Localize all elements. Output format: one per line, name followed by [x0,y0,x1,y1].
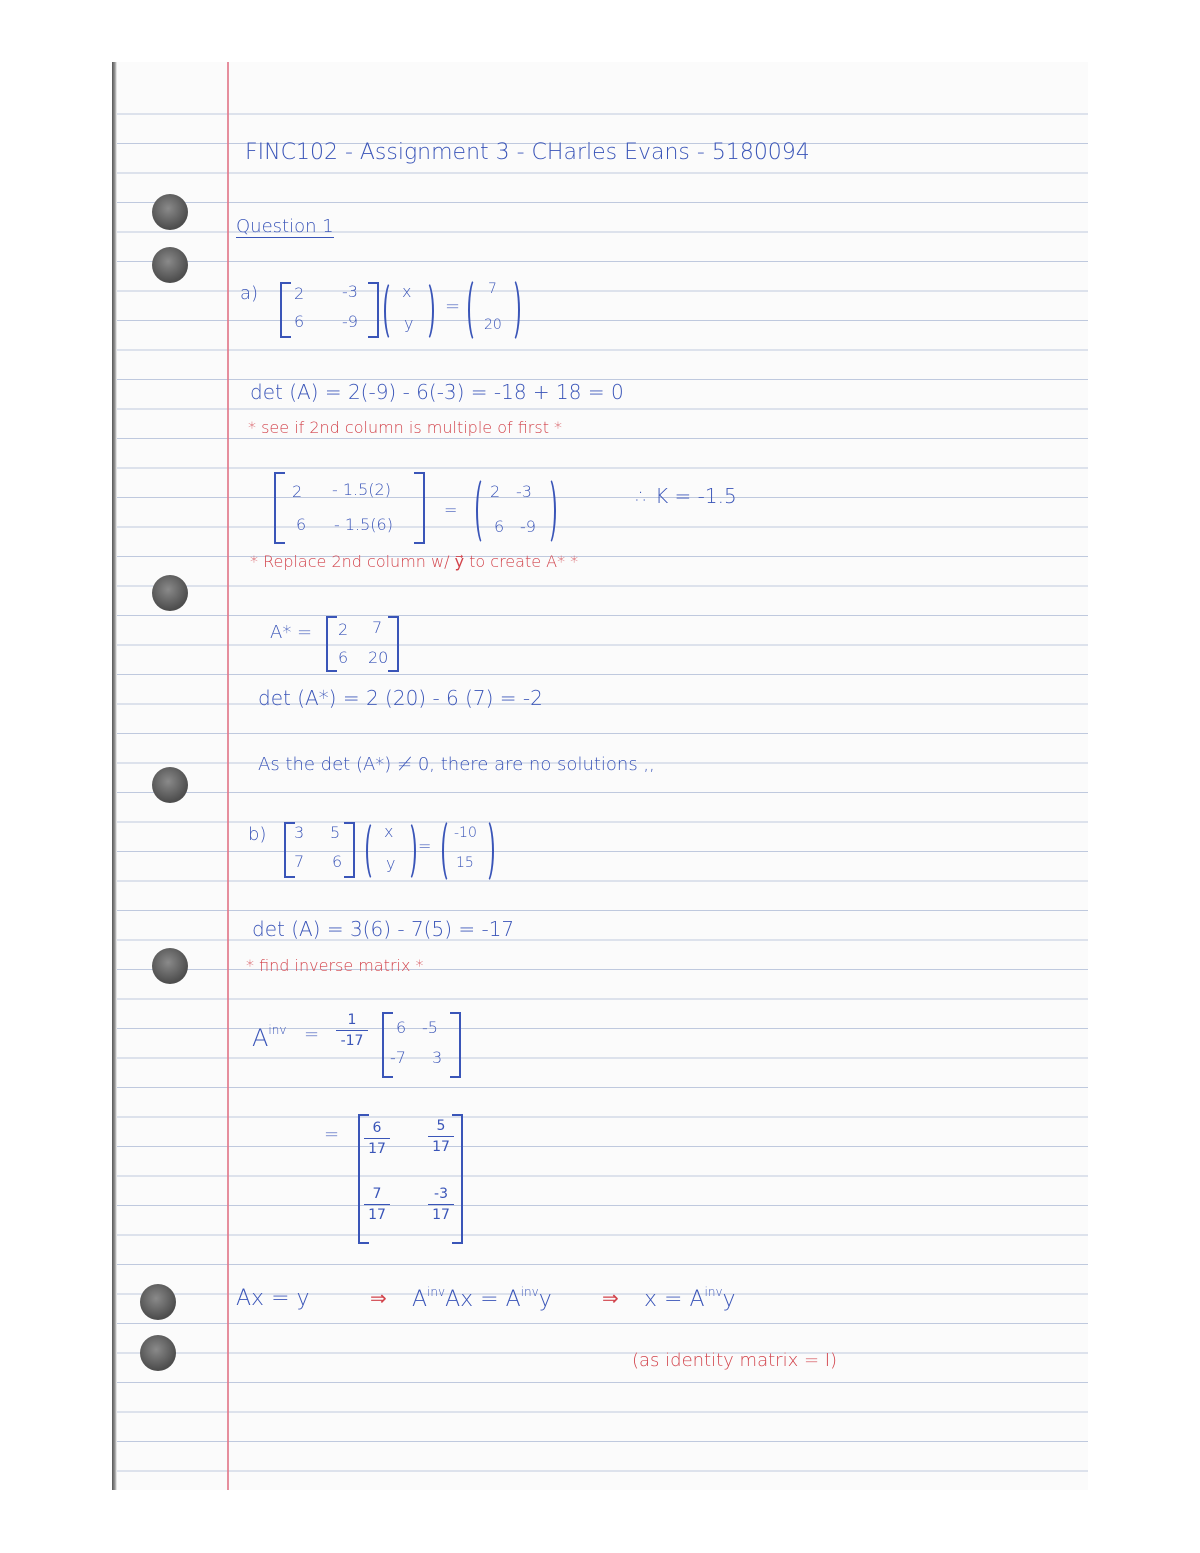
matrix-cell: 7 [294,852,305,871]
vector-paren [540,476,556,546]
matrix-cell: - 1.5(2) [332,480,391,499]
page-edge-shadow [112,62,117,1490]
eq-x-ainv-y [644,1286,736,1311]
scalar-fraction [336,1012,368,1049]
matrix-bracket [344,822,355,878]
eq-middle: Ax = A [445,1287,521,1312]
equals-sign: = [324,1124,340,1145]
fraction-bar [364,1204,390,1205]
eq-x-part: x = A [644,1287,705,1312]
fraction-bar [428,1136,454,1137]
ainv-sup: inv [427,1285,446,1299]
binder-hole [140,1335,176,1371]
matrix-cell: -9 [520,517,536,536]
matrix-fraction-cell [428,1186,454,1223]
fraction-numerator: 1 [347,1012,357,1028]
implies-arrow: ⇒ [370,1286,387,1310]
binder-hole [140,1284,176,1320]
matrix-bracket [326,616,337,672]
vector-cell: -10 [454,825,477,841]
note-inverse: * find inverse matrix * [246,956,424,975]
eq-y: y [538,1287,552,1312]
vector-cell: 7 [488,281,497,297]
det-a-line: det (A) = 2(-9) - 6(-3) = -18 + 18 = 0 [250,380,624,404]
matrix-cell: 6 [396,1018,407,1037]
equals-sign: = [445,296,461,317]
fraction-denominator: 17 [432,1139,450,1155]
fraction-denominator: 17 [368,1207,386,1223]
fraction-bar [364,1138,390,1139]
margin-line [227,62,229,1490]
matrix-cell: 6 [294,312,305,331]
fraction-numerator: 7 [372,1186,382,1202]
matrix-cell: 7 [372,618,383,637]
fraction-numerator: -3 [434,1186,448,1202]
ainv-sup: inv [520,1285,539,1299]
vector-cell: y [386,854,396,873]
vector-cell: x [384,822,394,841]
matrix-cell: 2 [490,482,501,501]
binder-hole [152,575,188,611]
ainv-symbol [252,1024,286,1050]
vector-cell: y [404,314,414,333]
matrix-cell: 2 [292,482,303,501]
vector-paren [478,818,494,884]
matrix-cell: -5 [422,1018,438,1037]
matrix-cell: -9 [342,312,358,331]
matrix-cell: 6 [338,648,349,667]
vector-paren [384,280,400,342]
matrix-cell: 6 [494,517,505,536]
part-b-label: b) [248,824,267,845]
conclusion-line: As the det (A*) ≠ 0, there are no solutions ,, [258,754,655,775]
matrix-fraction-cell [364,1120,390,1157]
equals-sign: = [444,500,458,519]
vector-paren [504,277,520,343]
fraction-denominator: 17 [432,1207,450,1223]
ruled-lines [112,62,1088,1490]
binder-hole [152,194,188,230]
implies-arrow: ⇒ [602,1286,619,1310]
ainv-base: A [252,1024,269,1052]
astar-label: A* = [270,622,313,643]
eq-ainv-ax [412,1286,552,1311]
equals-sign: = [418,836,432,855]
matrix-bracket [414,472,425,544]
vector-cell: 20 [484,317,502,333]
det-astar-line: det (A*) = 2 (20) - 6 (7) = -2 [258,686,543,710]
note-see-column: * see if 2nd column is multiple of first * [248,418,563,437]
fraction-bar [428,1204,454,1205]
identity-note: (as identity matrix = I) [632,1350,838,1371]
fraction-numerator: 6 [372,1120,382,1136]
matrix-bracket [452,1114,463,1244]
matrix-bracket [368,282,379,338]
matrix-cell: 20 [368,648,389,667]
matrix-cell: 3 [432,1048,443,1067]
equals-sign: = [304,1024,320,1045]
note-replace-column: * Replace 2nd column w/ y⃗ to create A* * [250,552,579,571]
k-result: ∴ K = -1.5 [636,484,737,508]
vector-cell: 15 [456,855,474,871]
matrix-cell: 5 [330,823,341,842]
binder-hole [152,247,188,283]
matrix-cell: - 1.5(6) [334,515,393,534]
matrix-bracket [382,1012,393,1078]
matrix-bracket [450,1012,461,1078]
fraction-bar [336,1030,368,1031]
matrix-fraction-cell [364,1186,390,1223]
part-a-label: a) [240,283,259,304]
matrix-cell: 6 [296,515,307,534]
matrix-cell: -3 [342,282,358,301]
matrix-cell: 2 [338,620,349,639]
vector-paren [468,277,484,343]
ainv-sup: inv [704,1285,723,1299]
matrix-bracket [388,616,399,672]
binder-hole [152,767,188,803]
question-heading: Question 1 [236,216,334,237]
eq-ax-y: Ax = y [236,1286,310,1311]
binder-hole [152,948,188,984]
notebook-page [112,62,1088,1490]
ainv-sup: inv [268,1023,287,1037]
matrix-bracket [274,472,285,544]
fraction-denominator: -17 [340,1033,364,1049]
fraction-denominator: 17 [368,1141,386,1157]
vector-paren [400,820,416,882]
matrix-cell: 2 [294,284,305,303]
det-b-line: det (A) = 3(6) - 7(5) = -17 [252,917,515,941]
page-title: FINC102 - Assignment 3 - CHarles Evans - 5180094 [245,140,810,165]
matrix-cell: -7 [390,1048,406,1067]
vector-paren [366,820,382,882]
vector-cell: x [402,282,412,301]
matrix-cell: 3 [294,823,305,842]
fraction-numerator: 5 [436,1118,446,1134]
eq-y: y [722,1287,736,1312]
matrix-cell: -3 [516,482,532,501]
vector-paren [418,280,434,342]
ainv-base: A [412,1287,428,1312]
matrix-fraction-cell [428,1118,454,1155]
matrix-bracket [280,282,291,338]
matrix-cell: 6 [332,852,343,871]
